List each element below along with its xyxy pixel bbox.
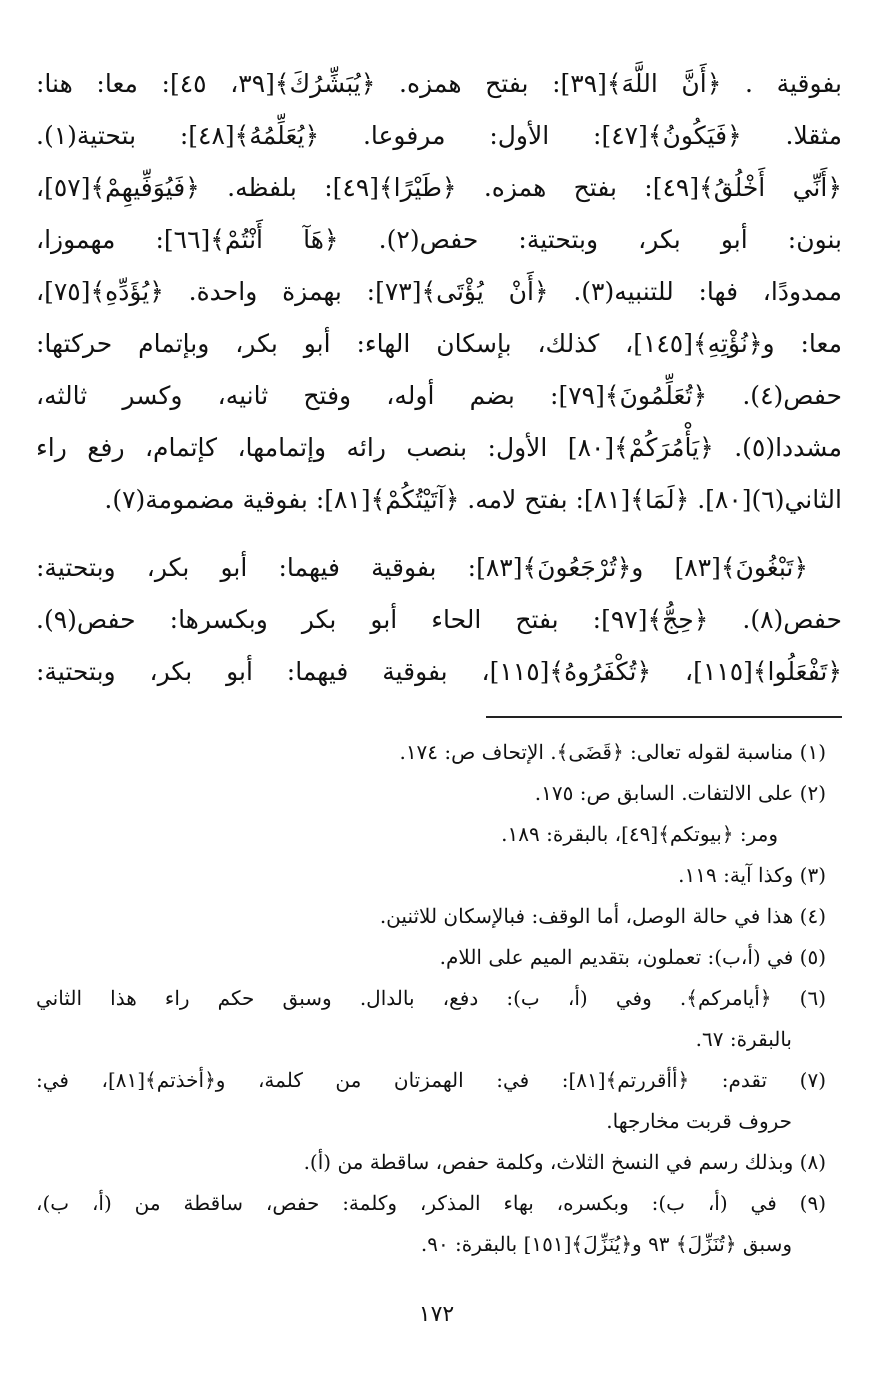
text-line: ممدودًا، فها: للتنبيه(٣). ﴿أَنْ يُؤْتَى﴾[٧٣]: بهمزة واحدة. ﴿يُؤَدِّهِ﴾[٧٥]، (36, 277, 842, 306)
footnote-6-continuation: بالبقرة: ٦٧. (695, 1027, 792, 1051)
footnote-separator (486, 716, 842, 718)
text-line: حفص(٤). ﴿تُعَلِّمُونَ﴾[٧٩]: بضم أوله، وفتح ثانيه، وكسر ثالثه، (36, 381, 842, 410)
footnote-7: (٧) تقدم: ﴿أأقررتم﴾[٨١]: في: الهمزتان من كلمة، و﴿أخذتم﴾[٨١]، في: (36, 1068, 826, 1092)
footnote-2: (٢) على الالتفات. السابق ص: ١٧٥. (534, 781, 826, 805)
footnote-4: (٤) هذا في حالة الوصل، أما الوقف: فبالإسكان للاثنين. (379, 904, 826, 928)
document-page (36, 58, 842, 1265)
footnotes (36, 732, 842, 1265)
text-line: ﴿تَبْغُونَ﴾[٨٣] و﴿تُرْجَعُونَ﴾[٨٣]: بفوقية فيهما: أبو بكر، وبتحتية: (36, 553, 808, 582)
text-line: الثاني(٦)[٨٠]. ﴿لَمَا﴾[٨١]: بفتح لامه. ﴿آتَيْتُكُمْ﴾[٨١]: بفوقية مضمومة(٧). (104, 485, 842, 514)
text-line: ﴿تَفْعَلُوا﴾[١١٥]، ﴿تُكْفَرُوهُ﴾[١١٥]، بفوقية فيهما: أبو بكر، وبتحتية: (36, 657, 842, 686)
main-text (36, 58, 842, 698)
text-line: معا: و﴿نُؤْتِهِ﴾[١٤٥]، كذلك، بإسكان الهاء: أبو بكر، وبإتمام حركتها: (36, 329, 842, 358)
paragraph (36, 58, 842, 526)
text-line: ﴿أَنِّي أَخْلُقُ﴾[٤٩]: بفتح همزه. ﴿طَيْرًا﴾[٤٩]: بلفظه. ﴿فَيُوَفِّيهِمْ﴾[٥٧]، (36, 173, 842, 202)
text-line: بفوقية . ﴿أَنَّ اللَّهَ﴾[٣٩]: بفتح همزه. ﴿يُبَشِّرُكَ﴾[٣٩، ٤٥]: معا: هنا: (36, 69, 842, 98)
footnote-6: (٦) ﴿أيامركم﴾. وفي (أ، ب): دفع، بالدال. وسبق حكم راء هذا الثاني (36, 986, 826, 1010)
text-line: مشددا(٥). ﴿يَأْمُرَكُمْ﴾[٨٠] الأول: بنصب رائه وإتمامها، كإتمام، رفع راء (36, 433, 842, 462)
footnote-8: (٨) وبذلك رسم في النسخ الثلاث، وكلمة حفص، ساقطة من (أ). (303, 1150, 826, 1174)
footnote-1: (١) مناسبة لقوله تعالى: ﴿قَضَى﴾. الإتحاف ص: ١٧٤. (399, 740, 826, 764)
footnote-2-continuation: ومر: ﴿بيوتكم﴾[٤٩]، بالبقرة: ١٨٩. (501, 822, 778, 846)
text-line: حفص(٨). ﴿حِجُّ﴾[٩٧]: بفتح الحاء أبو بكر وبكسرها: حفص(٩). (36, 605, 842, 634)
text-line: بنون: أبو بكر، وبتحتية: حفص(٢). ﴿هَآ أَنْتُمْ﴾[٦٦]: مهموزا، (36, 225, 842, 254)
paragraph-gap (36, 526, 842, 542)
footnote-9: (٩) في (أ، ب): وبكسره، بهاء المذكر، وكلمة: حفص، ساقطة من (أ، ب)، (36, 1191, 826, 1215)
footnote-3: (٣) وكذا آية: ١١٩. (678, 863, 826, 887)
text-line: مثقلا. ﴿فَيَكُونُ﴾[٤٧]: الأول: مرفوعا. ﴿يُعَلِّمُهُ﴾[٤٨]: بتحتية(١). (36, 121, 842, 150)
footnote-9-continuation: وسبق ﴿تُنَزِّلَ﴾ ٩٣ و﴿يُنَزِّلَ﴾[١٥١] بالبقرة: ٩٠. (420, 1232, 792, 1256)
page-number: ١٧٢ (418, 1302, 455, 1327)
footnote-7-continuation: حروف قربت مخارجها. (606, 1109, 792, 1133)
paragraph (36, 542, 842, 698)
footnote-5: (٥) في (أ،ب): تعملون، بتقديم الميم على اللام. (439, 945, 826, 969)
